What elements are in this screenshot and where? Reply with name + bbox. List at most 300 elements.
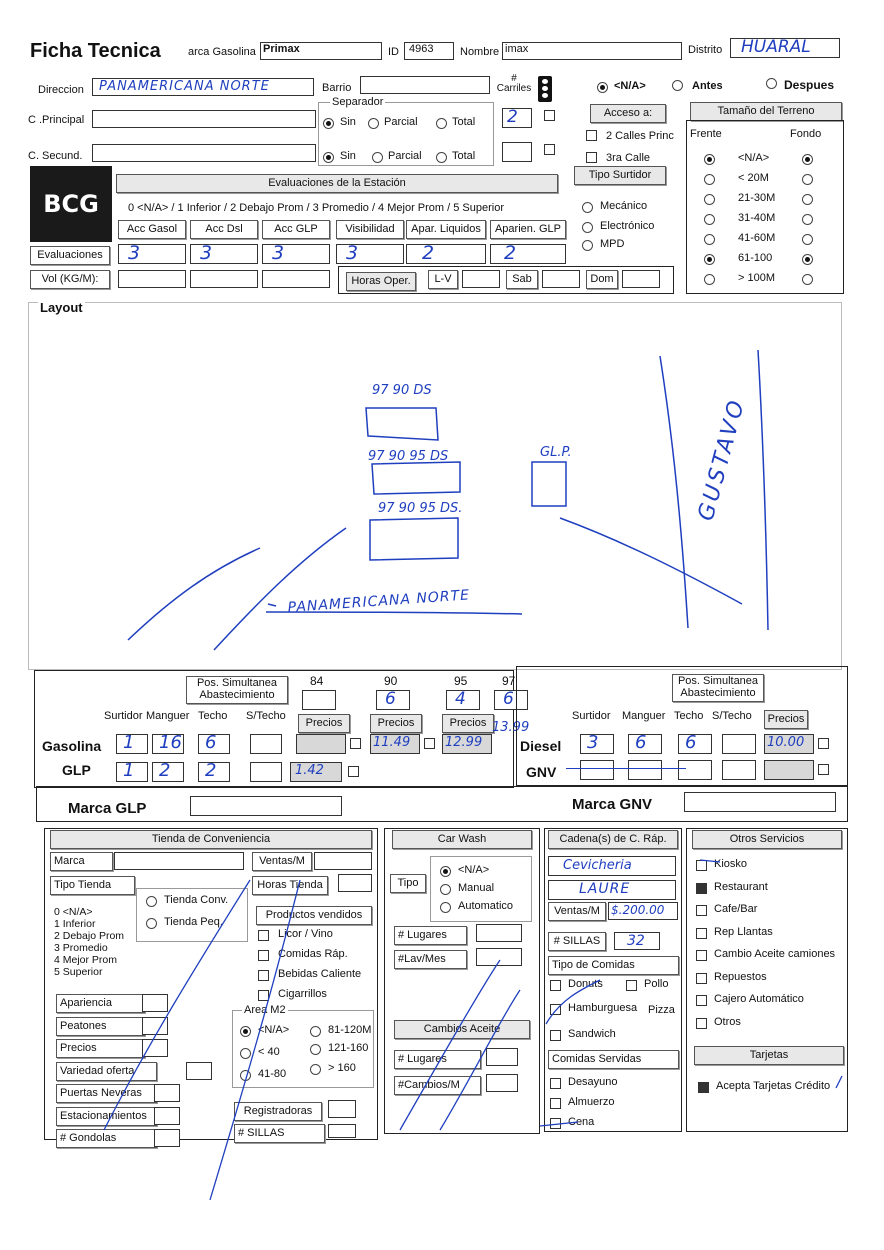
carwash-tipo-label: Tipo: [390, 874, 426, 893]
diesel-field[interactable]: [580, 734, 614, 754]
tienda-horas-field[interactable]: [338, 874, 372, 892]
otros-check[interactable]: [696, 883, 707, 894]
area-option-label: < 40: [258, 1046, 280, 1058]
tienda-scale-item: 5 Superior: [54, 966, 103, 978]
fuel-left-header: Manguer: [146, 710, 190, 722]
status-despues-label: Despues: [784, 78, 835, 92]
food-check[interactable]: [550, 1030, 561, 1041]
eval-value: 3: [346, 242, 359, 264]
otros-label: Cambio Aceite camiones: [714, 948, 836, 960]
area-option-label: > 160: [328, 1062, 356, 1074]
cadena-name2-field[interactable]: [548, 880, 676, 900]
sab-field[interactable]: [542, 270, 580, 288]
terreno-option-label: 61-100: [738, 252, 773, 264]
direccion-field[interactable]: [92, 78, 314, 96]
product-check[interactable]: [258, 930, 269, 941]
gnv-field[interactable]: [722, 760, 756, 780]
marca-gasolina-label: arca Gasolina: [188, 46, 256, 58]
otros-check[interactable]: [696, 995, 707, 1006]
diesel-label: Diesel: [520, 738, 562, 754]
nombre-value: imax: [505, 43, 529, 55]
gnv-strike: [566, 768, 686, 769]
surtidor-mpd-radio[interactable]: [582, 240, 593, 251]
gnv-label: GNV: [526, 764, 557, 780]
surtidor-electronico-radio[interactable]: [582, 222, 593, 233]
fuel-right-header: Manguer: [622, 710, 666, 722]
carwash-manual-label: Manual: [458, 882, 495, 894]
separador-label: Separador: [332, 96, 384, 108]
eval-value: 2: [504, 242, 517, 264]
gasolina-value: 6: [205, 732, 217, 753]
area-radio[interactable]: [240, 1070, 251, 1081]
carriles1-field[interactable]: [502, 108, 532, 128]
terreno-fondo-radio-6[interactable]: [802, 274, 813, 285]
secund-field[interactable]: [92, 144, 316, 162]
diesel-field[interactable]: [628, 734, 662, 754]
terreno-fondo-label: Fondo: [790, 128, 822, 140]
sep1-parcial-radio[interactable]: [368, 118, 379, 129]
sketch-label-gustavo: GUSTAVO: [693, 395, 751, 524]
terreno-fondo-radio-3[interactable]: [802, 214, 813, 225]
product-check[interactable]: [258, 970, 269, 981]
cadena-ventas-field[interactable]: [608, 902, 678, 920]
food-label: Donuts: [568, 978, 603, 990]
carriles2-check[interactable]: [544, 144, 555, 155]
marca-gasolina-field[interactable]: [260, 42, 382, 60]
carwash-na-radio[interactable]: [440, 866, 451, 877]
tienda-eval-label: Peatones: [56, 1017, 145, 1036]
tienda-scale-item: 0 <N/A>: [54, 906, 93, 918]
acceso-button[interactable]: Acceso a:: [590, 104, 666, 123]
cadena-title: Cadena(s) de C. Ráp.: [548, 830, 678, 849]
marca-glp-label: Marca GLP: [68, 800, 147, 817]
sep2-total-label: Total: [452, 150, 476, 162]
vol-label: Vol (KG/M):: [30, 270, 110, 289]
sketch-label-3: 97 90 95 DS.: [378, 501, 463, 516]
eval-value-field[interactable]: [490, 244, 566, 264]
tienda-sillas-label: # SILLAS: [234, 1124, 325, 1143]
gasolina-price-84[interactable]: [296, 734, 346, 754]
distrito-value: HUARAL: [741, 37, 811, 57]
precios-label-left-1: Precios: [370, 714, 422, 733]
id-field[interactable]: [404, 42, 454, 60]
sep2-total-radio[interactable]: [436, 152, 447, 163]
aceite-lugares-field[interactable]: [486, 1048, 518, 1066]
evaluaciones-title: Evaluaciones de la Estación: [116, 174, 558, 193]
octane-value: 4: [455, 689, 466, 709]
sep1-sin-radio[interactable]: [323, 118, 334, 129]
lv-field[interactable]: [462, 270, 500, 288]
terreno-title: Tamaño del Terreno: [690, 102, 842, 121]
status-antes-label: Antes: [692, 80, 723, 92]
terreno-option-label: < 20M: [738, 172, 769, 184]
terreno-frente-radio-6[interactable]: [704, 274, 715, 285]
eval-value-field[interactable]: [336, 244, 404, 264]
area-radio[interactable]: [240, 1026, 251, 1037]
fuel-right-header: S/Techo: [712, 710, 752, 722]
terreno-frente-radio-5[interactable]: [704, 254, 715, 265]
otros-label: Repuestos: [714, 970, 767, 983]
carwash-na-label: <N/A>: [458, 864, 490, 876]
tarjetas-title: Tarjetas: [694, 1046, 844, 1065]
terreno-frente-radio-3[interactable]: [704, 214, 715, 225]
gnv-price-check[interactable]: [818, 764, 829, 775]
aceite-cambios-label: #Cambios/M: [394, 1076, 481, 1095]
carriles-label: # Carriles: [496, 73, 532, 94]
carwash-lav-label: #Lav/Mes: [394, 950, 467, 969]
eval-category-button[interactable]: Acc Dsl: [190, 220, 258, 239]
sketch-label-road: PANAMERICANA NORTE: [287, 587, 471, 616]
eval-value-field[interactable]: [118, 244, 186, 264]
secund-label: C. Secund.: [28, 150, 83, 162]
fuel-right-header: Surtidor: [572, 710, 611, 722]
area-option-label: 121-160: [328, 1042, 369, 1054]
food-label: Sandwich: [568, 1028, 616, 1040]
cadena-ventas-label: Ventas/M: [548, 902, 606, 921]
gasolina-label: Gasolina: [42, 738, 102, 754]
tienda-eval-field[interactable]: [142, 994, 168, 1012]
direccion-label: Direccion: [38, 84, 84, 96]
gasolina-price-90[interactable]: [370, 734, 420, 754]
glp-label: GLP: [62, 762, 91, 778]
diesel-price-value: 10.00: [767, 735, 805, 750]
area-radio[interactable]: [240, 1048, 251, 1059]
gasolina-field[interactable]: [198, 734, 230, 754]
terreno-fondo-radio-5[interactable]: [802, 254, 813, 265]
acepta-tarjetas-label: Acepta Tarjetas Crédito: [716, 1080, 831, 1092]
eval-category-button[interactable]: Aparien. GLP: [490, 220, 566, 239]
area-radio[interactable]: [310, 1044, 321, 1055]
eval-value-field[interactable]: [190, 244, 258, 264]
gasolina-price-95[interactable]: [442, 734, 492, 754]
terreno-panel: [686, 120, 844, 294]
diesel-stecho-field[interactable]: [722, 734, 756, 754]
principal-label: C .Principal: [28, 114, 85, 126]
tienda-eval-label: Apariencia: [56, 994, 145, 1013]
terreno-option-label: 21-30M: [738, 192, 776, 204]
octane-field[interactable]: [302, 690, 336, 710]
eval-category-button[interactable]: Acc Gasol: [118, 220, 186, 239]
layout-title: Layout: [40, 300, 83, 315]
octane-value: 6: [503, 689, 514, 709]
nombre-field[interactable]: [502, 42, 682, 60]
sep1-sin-label: Sin: [340, 116, 356, 128]
food-check[interactable]: [550, 980, 561, 991]
tienda-eval-label: # Gondolas: [56, 1129, 157, 1148]
terreno-fondo-radio-4[interactable]: [802, 234, 813, 245]
octane-field[interactable]: [376, 690, 410, 710]
glp-stecho-field[interactable]: [250, 762, 282, 782]
sep1-parcial-label: Parcial: [384, 116, 418, 128]
terreno-fondo-radio-0[interactable]: [802, 154, 813, 165]
fuel-left-header: S/Techo: [246, 710, 286, 722]
acceso-3ra-label: 3ra Calle: [606, 152, 651, 164]
tienda-eval-label: Estacionamientos: [56, 1107, 157, 1126]
tienda-conv-radio[interactable]: [146, 896, 157, 907]
status-na-label: <N/A>: [614, 80, 646, 92]
sep2-sin-radio[interactable]: [323, 152, 334, 163]
vol-field-1[interactable]: [118, 270, 186, 288]
nombre-label: Nombre: [460, 46, 500, 58]
food-check[interactable]: [550, 1004, 561, 1015]
tienda-eval-field[interactable]: [186, 1062, 212, 1080]
gasolina-field[interactable]: [116, 734, 148, 754]
principal-field[interactable]: [92, 110, 316, 128]
carriles-value: 2: [507, 107, 518, 127]
terreno-frente-radio-0[interactable]: [704, 154, 715, 165]
gasolina-value: 16: [159, 732, 182, 753]
dom-field[interactable]: [622, 270, 660, 288]
tienda-title: Tienda de Conveniencia: [50, 830, 372, 849]
terreno-frente-radio-2[interactable]: [704, 194, 715, 205]
gnv-field[interactable]: [678, 760, 712, 780]
terreno-option-label: 41-60M: [738, 232, 776, 244]
area-radio[interactable]: [310, 1026, 321, 1037]
tienda-marca-label: Marca: [50, 852, 113, 871]
registradoras-label: Registradoras: [234, 1102, 322, 1121]
meal-label: Cena: [568, 1116, 595, 1128]
acceso-3ra-check[interactable]: [586, 152, 597, 163]
gnv-field[interactable]: [580, 760, 614, 780]
product-check[interactable]: [258, 950, 269, 961]
meal-check[interactable]: [550, 1078, 561, 1089]
cadena-name1-value: Cevicheria: [563, 858, 632, 873]
vol-field-2[interactable]: [190, 270, 258, 288]
carriles2-field[interactable]: [502, 142, 532, 162]
sketch-label-2: 97 90 95 DS: [368, 449, 449, 464]
aceite-lugares-label: # Lugares: [394, 1050, 481, 1069]
gnv-price-field[interactable]: [764, 760, 814, 780]
terreno-frente-radio-1[interactable]: [704, 174, 715, 185]
product-check[interactable]: [258, 990, 269, 1001]
gasolina-value: 1: [123, 732, 135, 753]
eval-category-button[interactable]: Visibilidad: [336, 220, 404, 239]
horas-oper-label: Horas Oper.: [346, 272, 416, 291]
registradoras-field[interactable]: [328, 1100, 356, 1118]
carwash-lugares-label: # Lugares: [394, 926, 467, 945]
marca-glp-field[interactable]: [190, 796, 342, 816]
eval-value-field[interactable]: [406, 244, 486, 264]
diesel-price-field[interactable]: [764, 734, 814, 754]
octane-label: 90: [384, 674, 398, 688]
gasolina-check-84[interactable]: [350, 738, 361, 749]
meal-check[interactable]: [550, 1098, 561, 1109]
surtidor-mpd-label: MPD: [600, 238, 625, 250]
meal-label: Almuerzo: [568, 1096, 615, 1108]
otros-label: Cajero Automático: [714, 993, 804, 1005]
tienda-eval-field[interactable]: [154, 1107, 180, 1125]
otros-label: Restaurant: [714, 880, 768, 893]
surtidor-mecanico-radio[interactable]: [582, 202, 593, 213]
barrio-field[interactable]: [360, 76, 490, 94]
gnv-field[interactable]: [628, 760, 662, 780]
sketch-label-glp: GL.P.: [540, 445, 572, 460]
octane-label: 95: [454, 674, 468, 688]
tienda-sillas-field[interactable]: [328, 1124, 356, 1138]
precios-label-right: Precios: [764, 710, 808, 729]
otros-check[interactable]: [696, 973, 707, 984]
pos-sim-right: Pos. Simultanea Abastecimiento: [672, 674, 764, 702]
product-label: Cigarrillos: [278, 988, 327, 1000]
tipo-comidas-label: Tipo de Comidas: [548, 956, 679, 975]
diesel-field[interactable]: [678, 734, 712, 754]
carwash-manual-radio[interactable]: [440, 884, 451, 895]
cadena-ventas-value: $.200.00: [611, 903, 665, 917]
tienda-horas-label: Horas Tienda: [252, 876, 328, 895]
gasolina-price-value: 12.99: [445, 735, 483, 750]
sep2-parcial-radio[interactable]: [372, 152, 383, 163]
cadena-name2-value: LAURE: [579, 881, 631, 897]
direccion-value: PANAMERICANA NORTE: [99, 79, 270, 94]
terreno-option-label: > 100M: [738, 272, 775, 284]
area-option-label: <N/A>: [258, 1024, 290, 1036]
tienda-scale-item: 1 Inferior: [54, 918, 96, 930]
diesel-value: 6: [635, 732, 647, 753]
tienda-scale-item: 4 Mejor Prom: [54, 954, 118, 966]
otros-check[interactable]: [696, 860, 707, 871]
glp-price-check[interactable]: [348, 766, 359, 777]
otros-check[interactable]: [696, 950, 707, 961]
product-label: Comidas Ráp.: [278, 948, 348, 960]
tienda-eval-field[interactable]: [154, 1129, 180, 1147]
surtidor-electronico-label: Electrónico: [600, 220, 655, 232]
traffic-light-icon: [538, 76, 552, 102]
tienda-eval-label: Variedad oferta: [56, 1062, 157, 1081]
octane-value: 6: [385, 689, 396, 709]
barrio-label: Barrio: [322, 82, 352, 94]
eval-category-button[interactable]: Acc GLP: [262, 220, 330, 239]
gasolina-check-90[interactable]: [424, 738, 435, 749]
gasolina-price-value: 11.49: [373, 735, 411, 750]
carwash-title: Car Wash: [392, 830, 532, 849]
eval-value-field[interactable]: [262, 244, 330, 264]
sep1-total-radio[interactable]: [436, 118, 447, 129]
distrito-field[interactable]: [730, 38, 840, 58]
terreno-option-label: 31-40M: [738, 212, 776, 224]
area-radio[interactable]: [310, 1064, 321, 1075]
otros-check[interactable]: [696, 905, 707, 916]
sep1-total-label: Total: [452, 116, 476, 128]
area-label: Area M2: [244, 1004, 286, 1016]
tienda-marca-field[interactable]: [114, 852, 244, 870]
fuel-right-header: Techo: [674, 710, 704, 722]
glp-value: 2: [205, 760, 217, 781]
food-label: Pizza: [648, 1004, 675, 1016]
cadena-sillas-field[interactable]: [614, 932, 660, 950]
octane-label: 84: [310, 674, 324, 688]
tienda-scale-item: 3 Promedio: [54, 942, 108, 954]
sketch-label-1: 97 90 DS: [372, 383, 432, 398]
tienda-eval-label: Precios: [56, 1039, 145, 1058]
otros-title: Otros Servicios: [692, 830, 842, 849]
terreno-fondo-radio-1[interactable]: [802, 174, 813, 185]
tienda-conv-label: Tienda Conv.: [164, 894, 229, 906]
tienda-ventas-field[interactable]: [314, 852, 372, 870]
status-despues-radio[interactable]: [766, 78, 777, 89]
acceso-2calles-label: 2 Calles Princ: [606, 130, 674, 142]
terreno-frente-radio-4[interactable]: [704, 234, 715, 245]
carwash-lav-field[interactable]: [476, 948, 522, 966]
cadena-name1-field[interactable]: [548, 856, 676, 876]
status-na-radio[interactable]: [597, 82, 608, 93]
glp-value: 1: [123, 760, 135, 781]
acepta-tarjetas-check[interactable]: [698, 1082, 709, 1093]
glp-field[interactable]: [116, 762, 148, 782]
surtidor-mecanico-label: Mecánico: [600, 200, 648, 212]
meal-check[interactable]: [550, 1118, 561, 1129]
glp-field[interactable]: [198, 762, 230, 782]
vol-field-3[interactable]: [262, 270, 330, 288]
pos-sim-left: Pos. Simultanea Abastecimiento: [186, 676, 288, 704]
sep2-parcial-label: Parcial: [388, 150, 422, 162]
glp-price-field[interactable]: [290, 762, 342, 782]
glp-price-value: 1.42: [295, 763, 324, 778]
precios-label-left-2: Precios: [442, 714, 494, 733]
eval-value: 3: [128, 242, 141, 264]
comidas-servidas-label: Comidas Servidas: [548, 1050, 679, 1069]
octane-field[interactable]: [446, 690, 480, 710]
food-check[interactable]: [626, 980, 637, 991]
terreno-option-label: <N/A>: [738, 152, 770, 164]
diesel-price-check[interactable]: [818, 738, 829, 749]
glp-value: 2: [159, 760, 171, 781]
id-value: 4963: [409, 43, 434, 55]
fuel-left-header: Techo: [198, 710, 228, 722]
tienda-eval-field[interactable]: [142, 1039, 168, 1057]
tienda-ventas-label: Ventas/M: [252, 852, 312, 871]
tienda-eval-field[interactable]: [154, 1084, 180, 1102]
tipo-surtidor-button[interactable]: Tipo Surtidor: [574, 166, 666, 185]
id-label: ID: [388, 46, 399, 58]
area-option-label: 81-120M: [328, 1024, 372, 1036]
carwash-lugares-field[interactable]: [476, 924, 522, 942]
layout-panel: [28, 302, 842, 670]
food-label: Hamburguesa: [568, 1002, 638, 1014]
marca-gasolina-value: Primax: [263, 43, 300, 55]
sep2-sin-label: Sin: [340, 150, 356, 162]
glp-field[interactable]: [152, 762, 184, 782]
status-antes-radio[interactable]: [672, 80, 683, 91]
distrito-label: Distrito: [688, 44, 723, 56]
terreno-fondo-radio-2[interactable]: [802, 194, 813, 205]
carriles1-check[interactable]: [544, 110, 555, 121]
otros-check[interactable]: [696, 1018, 707, 1029]
tienda-tipo-label: Tipo Tienda: [50, 876, 135, 895]
gasolina-field[interactable]: [152, 734, 184, 754]
marca-gnv-field[interactable]: [684, 792, 836, 812]
eval-value: 3: [272, 242, 285, 264]
gasolina-stecho-field[interactable]: [250, 734, 282, 754]
aceite-title: Cambios Aceite: [394, 1020, 530, 1039]
tienda-peq-label: Tienda Peq.: [164, 916, 223, 928]
dom-label: Dom: [586, 270, 618, 289]
tienda-peq-radio[interactable]: [146, 918, 157, 929]
productos-label: Productos vendidos: [256, 906, 372, 925]
eval-category-button[interactable]: Apar. Liquidos: [406, 220, 486, 239]
eval-value: 2: [422, 242, 435, 264]
evaluaciones-row-label: Evaluaciones: [30, 246, 110, 265]
acceso-2calles-check[interactable]: [586, 130, 597, 141]
aceite-cambios-field[interactable]: [486, 1074, 518, 1092]
otros-check[interactable]: [696, 928, 707, 939]
eval-value: 3: [200, 242, 213, 264]
tienda-eval-field[interactable]: [142, 1017, 168, 1035]
otros-label: Cafe/Bar: [714, 903, 758, 915]
terreno-frente-label: Frente: [690, 128, 722, 140]
carwash-auto-radio[interactable]: [440, 902, 451, 913]
diesel-value: 3: [587, 732, 599, 753]
lv-label: L-V: [428, 270, 458, 289]
